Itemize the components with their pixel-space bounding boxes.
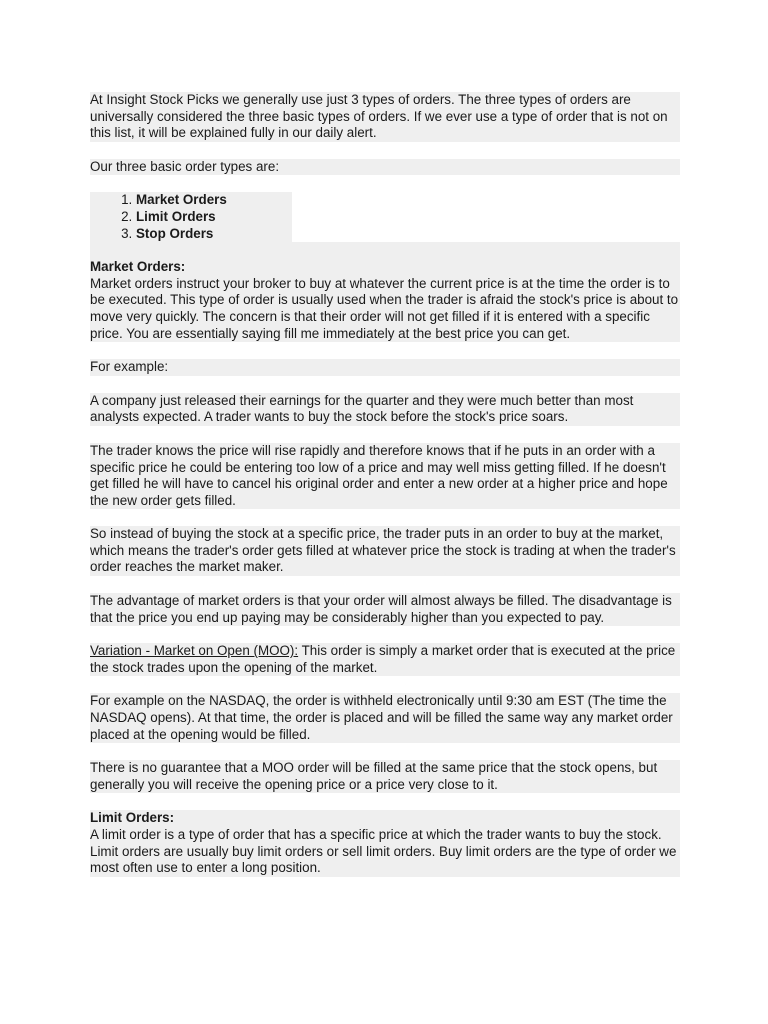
spacer (90, 509, 680, 526)
spacer (90, 743, 680, 760)
moo-paragraph (90, 643, 680, 676)
example-paragraph-3: So instead of buying the stock at a specific price, the trader puts in an order to buy at the market, which means the trader's order gets filled at whatever price the stock is trading at when the trader's order reaches the market maker. (90, 526, 680, 576)
advantage-paragraph: The advantage of market orders is that your order will almost always be filled. The disadvantage is that the price you end up paying may be considerably higher than you expected to pay. (90, 593, 680, 626)
for-example-label: For example: (90, 359, 680, 376)
spacer (90, 175, 680, 192)
order-types-list-wrap (90, 192, 680, 242)
spacer (90, 426, 680, 443)
guarantee-paragraph: There is no guarantee that a MOO order will be filled at the same price that the stock opens, but generally you will receive the opening price or a price very close to it. (90, 760, 680, 793)
spacer (90, 676, 680, 693)
list-item: 1. Market Orders (136, 192, 292, 209)
spacer (90, 576, 680, 593)
spacer (90, 376, 680, 393)
list-item: 3. Stop Orders (136, 226, 292, 243)
example-paragraph-2: The trader knows the price will rise rapidly and therefore knows that if he puts in an order with a specific price he could be entering too low of a price and may well miss getting filled. If he doesn't get filled he will have to cancel his original order and enter a new order at a higher price and hope the new order gets filled. (90, 443, 680, 509)
example-paragraph-1: A company just released their earnings for the quarter and they were much better than most analysts expected. A trader wants to buy the stock before the stock's price soars. (90, 393, 680, 426)
order-types-list (90, 192, 292, 242)
spacer (90, 793, 680, 810)
spacer (90, 242, 680, 259)
document-body (90, 92, 680, 877)
market-orders-paragraph: Market orders instruct your broker to buy at whatever the current price is at the time the order is to be executed. This type of order is usually used when the trader is afraid the stock's price is about to move very quickly. The concern is that their order will not get filled if it is entered with a specific price. You are essentially saying fill me immediately at the best price you can get. (90, 275, 679, 341)
list-item: 2. Limit Orders (136, 209, 292, 226)
intro-paragraph: At Insight Stock Picks we generally use just 3 types of orders. The three types of orders are universally considered the three basic types of orders. If we ever use a type of order that is not on this list, it will be explained fully in our daily alert. (90, 92, 680, 142)
limit-orders-heading: Limit Orders: (90, 810, 680, 827)
spacer (90, 142, 680, 159)
limit-orders-paragraph: A limit order is a type of order that has a specific price at which the trader wants to buy the stock. Limit orders are usually buy limit orders or sell limit orders. Buy limit orders are the type of order we most often use to enter a long position. (90, 827, 680, 877)
spacer (90, 342, 680, 359)
market-orders-heading: Market Orders: (90, 259, 680, 276)
moo-label: Variation - Market on Open (MOO): (90, 643, 299, 659)
moo-body: This order is simply a market order that is executed at the price the stock trades upon the opening of the market. (90, 643, 676, 675)
basic-types-intro: Our three basic order types are: (90, 159, 680, 176)
nasdaq-paragraph: For example on the NASDAQ, the order is withheld electronically until 9:30 am EST (The time the NASDAQ opens). At that time, the order is placed and will be filled the same way any market order placed at the opening would be filled. (90, 693, 680, 743)
spacer (90, 626, 680, 643)
